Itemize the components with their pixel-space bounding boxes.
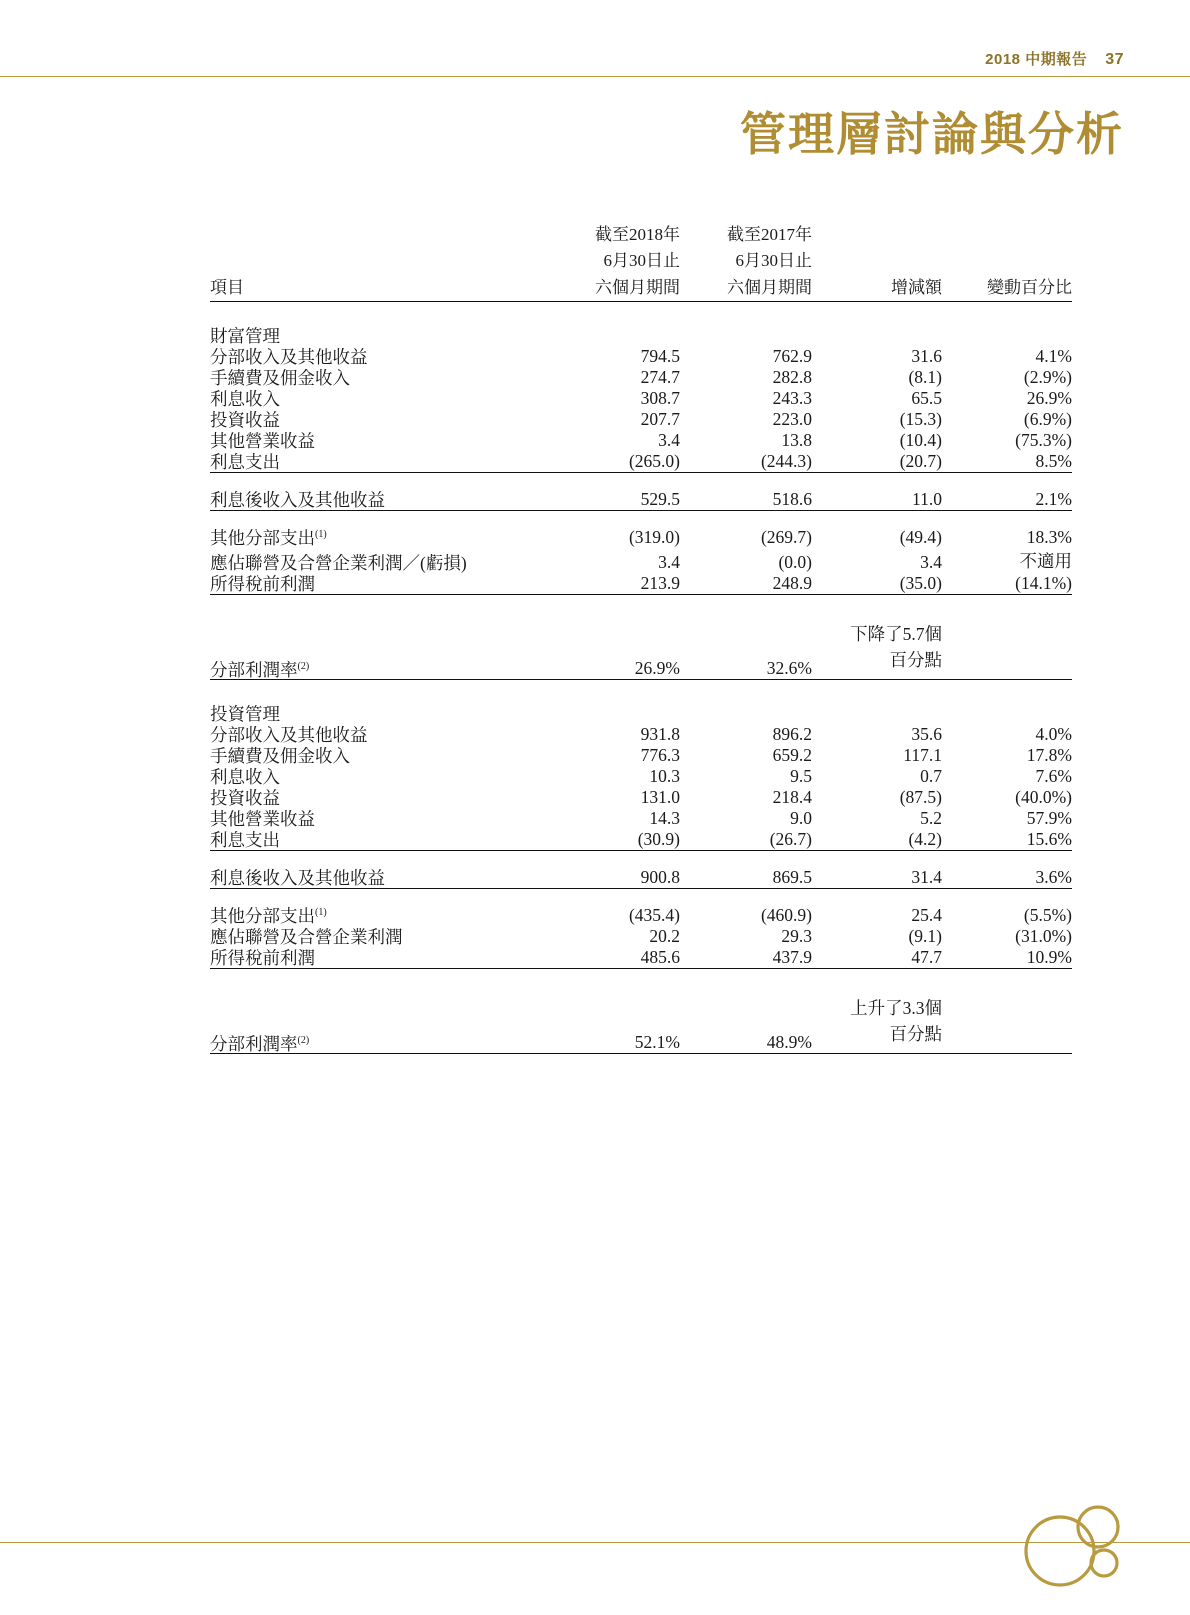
table-body [210,302,1072,1054]
table-row [210,527,1072,548]
cell-pct: 4.0% [1035,723,1072,744]
col-header-item: 項目 [210,222,540,302]
table-row [210,947,1072,969]
cell-pct: (14.1%) [942,573,1072,595]
table-row [210,573,1072,595]
cell-pct: 26.9% [1026,387,1072,408]
table-row [210,409,1072,430]
row-label: 手續費及佣金收入 [210,746,350,767]
table-row [210,451,1072,473]
footnote-marker: (1) [315,529,327,541]
cell-2018: (319.0) [628,526,680,547]
cell-2017: (244.3) [680,451,812,473]
cell-2018: 308.7 [640,387,680,408]
cell-2018: 52.1% [540,995,680,1054]
table-row [210,367,1072,388]
row-label: 投資收益 [210,410,280,431]
row-label: 其他分部支出$^{(1)}$ [210,906,327,927]
financial-table-wrapper [210,222,1072,1054]
cell-2017: 32.6% [680,621,812,680]
row-label: 手續費及佣金收入 [210,368,350,389]
table-row [210,905,1072,926]
row-label: 分部收入及其他收益 [210,347,368,368]
row-label: 分部收入及其他收益 [210,725,368,746]
table-row [210,430,1072,451]
table-row-margin [210,621,1072,680]
cell-pct: (6.9%) [1023,408,1072,429]
cell-change: 11.0 [812,489,942,511]
row-label: 利息支出 [210,829,540,851]
cell-pct: (40.0%) [1015,786,1072,807]
page-title: 管理層討論與分析 [740,109,1124,160]
spacer [210,594,1072,621]
cell-2018: 931.8 [640,723,680,744]
cell-pct: 57.9% [1026,807,1072,828]
cell-change: (8.1) [908,366,942,387]
cell-change: (87.5) [899,786,942,807]
row-label: 利息收入 [210,767,280,788]
cell-change: (15.3) [899,408,942,429]
spacer [210,888,1072,905]
spacer [210,850,1072,867]
cell-2017: 869.5 [680,867,812,889]
row-label: 分部利潤率$^{(2)}$ [210,995,540,1054]
cell-change: (4.2) [812,829,942,851]
cell-2017: 437.9 [680,947,812,969]
cell-2018: 485.6 [540,947,680,969]
spacer [210,510,1072,527]
segment-results-table [210,222,1072,1054]
cell-change: 117.1 [903,744,942,765]
cell-pct: 18.3% [1026,526,1072,547]
row-label: 利息收入 [210,389,280,410]
cell-2018: (435.4) [628,904,680,925]
table-header-row [210,222,1072,302]
cell-2018: 776.3 [640,744,680,765]
cell-2018: 10.3 [649,765,680,786]
row-label: 其他分部支出$^{(1)}$ [210,528,327,549]
cell-2017: (269.7) [760,526,812,547]
cell-change: (9.1) [908,925,942,946]
row-label: 其他營業收益 [210,809,315,830]
cell-2018: 207.7 [640,408,680,429]
cell-2018: 131.0 [640,786,680,807]
cell-change: 5.2 [920,807,942,828]
section-title-row [210,328,1072,346]
cell-change: 25.4 [911,904,942,925]
page-header-meta [985,48,1124,69]
cell-change: 65.5 [911,387,942,408]
spacer [210,472,1072,489]
cell-change: 上升了3.3個 百分點 [812,995,942,1054]
cell-2017: 896.2 [772,723,812,744]
footnote-marker: (2) [297,660,310,672]
cell-pct: 8.5% [942,451,1072,473]
cell-pct: 7.6% [1035,765,1072,786]
cell-change: 3.4 [920,551,942,572]
spacer [210,968,1072,995]
report-label: 2018 中期報告 [985,51,1088,68]
cell-change: 下降了5.7個 百分點 [812,621,942,680]
cell-2017: (0.0) [778,551,812,572]
cell-change: (35.0) [812,573,942,595]
footer-divider [0,1542,1190,1543]
col-header-2018: 截至2018年 6月30日止 六個月期間 [540,222,680,302]
cell-2018: 3.4 [658,429,680,450]
cell-2017: 13.8 [781,429,812,450]
table-row [210,388,1072,409]
cell-2018: 274.7 [640,366,680,387]
cell-change: (10.4) [899,429,942,450]
cell-change: 31.6 [911,345,942,366]
cell-2017: 518.6 [680,489,812,511]
cell-pct [942,995,1072,1054]
company-logo-icon [1020,1489,1130,1597]
cell-2017: 243.3 [772,387,812,408]
table-row [210,724,1072,745]
cell-2017: 29.3 [781,925,812,946]
row-label: 利息支出 [210,451,540,473]
cell-pct: 10.9% [942,947,1072,969]
cell-change: 0.7 [920,765,942,786]
page-number: 37 [1105,51,1124,68]
cell-change: 47.7 [812,947,942,969]
table-row [210,346,1072,367]
cell-pct [942,621,1072,680]
table-row [210,787,1072,808]
cell-change: 31.4 [812,867,942,889]
section-title-row [210,706,1072,724]
table-row [210,808,1072,829]
row-label: 所得稅前利潤 [210,947,540,969]
cell-change: (49.4) [899,526,942,547]
cell-pct: (5.5%) [1023,904,1072,925]
row-label: 應佔聯營及合營企業利潤 [210,927,403,948]
table-row-subtotal [210,489,1072,511]
section-title-investment: 投資管理 [210,704,280,725]
spacer [210,680,1072,707]
row-label: 利息後收入及其他收益 [210,867,540,889]
cell-pct: 2.1% [942,489,1072,511]
table-row [210,745,1072,766]
row-label: 利息後收入及其他收益 [210,489,540,511]
row-label: 所得稅前利潤 [210,573,540,595]
table-row [210,829,1072,851]
cell-2017: 282.8 [772,366,812,387]
cell-2017: 9.0 [790,807,812,828]
cell-2018: 26.9% [540,621,680,680]
footnote-marker: (2) [297,1034,310,1046]
cell-2017: 659.2 [772,744,812,765]
spacer [210,302,1072,329]
cell-change: 35.6 [911,723,942,744]
table-row [210,548,1072,573]
cell-pct: (75.3%) [1015,429,1072,450]
cell-pct: 3.6% [942,867,1072,889]
cell-2018: 900.8 [540,867,680,889]
col-header-2017: 截至2017年 6月30日止 六個月期間 [680,222,812,302]
cell-2017: 223.0 [772,408,812,429]
header-divider [0,76,1190,77]
table-row-subtotal [210,867,1072,889]
section-title-wealth: 財富管理 [210,326,280,347]
cell-2018: 794.5 [640,345,680,366]
table-row [210,766,1072,787]
cell-2017: 248.9 [680,573,812,595]
cell-2018: 20.2 [649,925,680,946]
table-row-margin [210,995,1072,1054]
cell-pct: 17.8% [1026,744,1072,765]
col-header-change: 增減額 [812,222,942,302]
table-row [210,926,1072,947]
row-label: 分部利潤率$^{(2)}$ [210,621,540,680]
cell-2017: 762.9 [772,345,812,366]
cell-pct: (2.9%) [1023,366,1072,387]
row-label: 其他營業收益 [210,431,315,452]
cell-2017: (26.7) [680,829,812,851]
cell-pct: 4.1% [1035,345,1072,366]
cell-pct: (31.0%) [1015,925,1072,946]
cell-2018: 529.5 [540,489,680,511]
cell-2017: 48.9% [680,995,812,1054]
cell-2018: 14.3 [649,807,680,828]
cell-2018: (30.9) [540,829,680,851]
cell-2018: 3.4 [658,551,680,572]
cell-2018: (265.0) [540,451,680,473]
row-label: 投資收益 [210,788,280,809]
cell-2018: 213.9 [540,573,680,595]
row-label: 應佔聯營及合營企業利潤／(虧損) [210,553,467,574]
cell-pct: 15.6% [942,829,1072,851]
cell-2017: (460.9) [760,904,812,925]
cell-2017: 218.4 [772,786,812,807]
cell-pct: 不適用 [1019,550,1072,571]
cell-2017: 9.5 [790,765,812,786]
cell-change: (20.7) [812,451,942,473]
footnote-marker: (1) [315,907,327,919]
col-header-pct: 變動百分比 [942,222,1072,302]
